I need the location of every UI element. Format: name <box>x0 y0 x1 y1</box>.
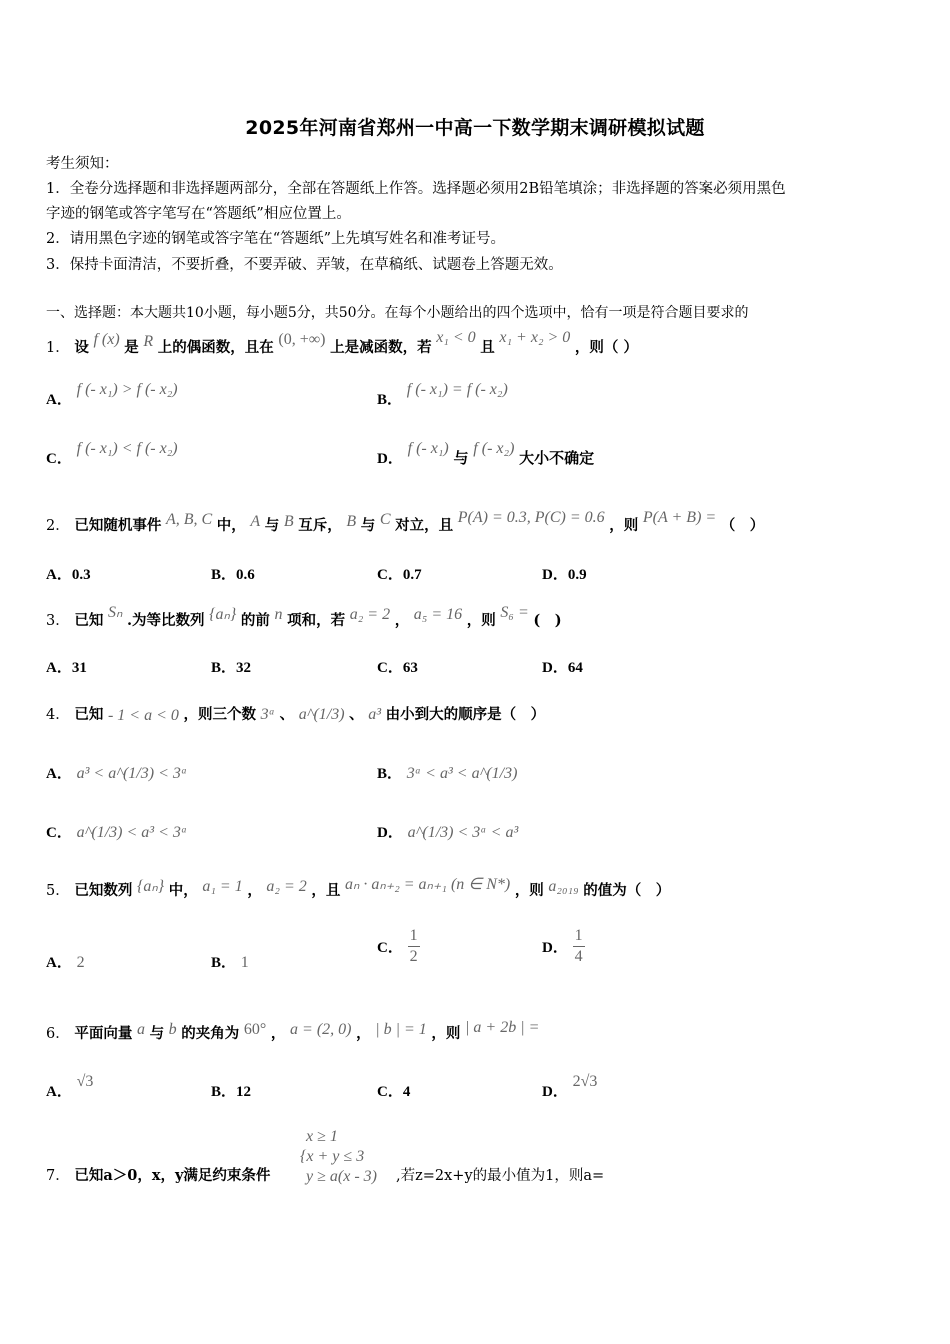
question-number: 3． <box>46 613 70 629</box>
math-expression: 2 <box>76 954 85 971</box>
math-expression: C <box>379 511 391 528</box>
math-expression: A <box>250 513 261 530</box>
math-expression: f (- x₁) < f (- x₂) <box>76 440 178 457</box>
constraint-line: y ≥ a(x - 3) <box>306 1168 377 1185</box>
notice-heading: 考生须知： <box>46 156 119 172</box>
question-6: 6． 平面向量 a 与 b 的夹角为 60° ， a = (2, 0) ， | b | = 1 ，则 | a + 2b | = <box>46 1019 540 1042</box>
math-expression: 3ᵃ <box>260 706 275 723</box>
math-expression: (0, +∞) <box>278 331 326 348</box>
math-expression: x₁ < 0 <box>436 329 476 346</box>
math-expression: n <box>274 606 283 623</box>
q2-option-c[interactable]: C．0.7 <box>377 567 422 583</box>
math-expression: f (- x₁) > f (- x₂) <box>76 381 178 398</box>
q5-option-c[interactable]: C． $\frac{1}{2}$ <box>377 927 418 965</box>
math-expression: f (- x₂) <box>473 440 515 457</box>
question-7-tail: ,若z=2x+y的最小值为1，则a= <box>396 1168 605 1184</box>
question-number: 1． <box>46 340 70 356</box>
notice-item-3: 3．保持卡面清洁，不要折叠，不要弄破、弄皱，在草稿纸、试题卷上答题无效。 <box>46 257 563 273</box>
q6-option-c[interactable]: C．4 <box>377 1084 411 1100</box>
question-number: 7． <box>46 1168 70 1184</box>
question-3: 3． 已知 Sₙ .为等比数列 {aₙ} 的前 n 项和，若 a₂ = 2 ， a₅ = 16 ，则 S₆ = ( ) <box>46 604 562 629</box>
fraction: $\frac{1}{4}$ <box>574 927 583 965</box>
q6-option-a[interactable]: A． √3 <box>46 1073 94 1100</box>
math-expression: B <box>346 513 357 530</box>
question-5: 5． 已知数列 {aₙ} 中， a₁ = 1 ， a₂ = 2 ，且 aₙ · aₙ₊₂ = aₙ₊₁ (n ∈ N*) ，则 a₂₀₁₉ 的值为（ ） <box>46 876 671 899</box>
math-expression: a₂ = 2 <box>266 878 307 895</box>
math-expression: P(A + B) = <box>642 509 717 526</box>
q2-option-a[interactable]: A．0.3 <box>46 567 91 583</box>
question-4: 4． 已知 - 1 < a < 0 ，则三个数 3ᵃ 、 a^(1/3) 、 a³ 由小到大的顺序是（ ） <box>46 706 546 724</box>
math-expression: 1 <box>240 954 249 971</box>
q1-option-a[interactable]: A． f (- x₁) > f (- x₂) <box>46 381 178 408</box>
math-expression: P(A) = 0.3, P(C) = 0.6 <box>457 509 605 526</box>
math-expression: Sₙ <box>107 604 123 621</box>
q1-option-b[interactable]: B． f (- x₁) = f (- x₂) <box>377 381 508 408</box>
notice-item-1-cont: 字迹的钢笔或答字笔写在“答题纸”相应位置上。 <box>46 206 351 222</box>
math-expression: {aₙ} <box>209 606 237 623</box>
constraint-line: {x + y ≤ 3 <box>300 1148 365 1165</box>
q5-option-d[interactable]: D． $\frac{1}{4}$ <box>542 927 583 965</box>
question-7: 7． 已知a＞0，x，y满足约束条件 <box>46 1167 271 1184</box>
math-expression: a = (2, 0) <box>290 1021 352 1038</box>
q4-option-d[interactable]: D． a^(1/3) < 3ᵃ < a³ <box>377 824 519 841</box>
math-expression: a^(1/3) < a³ < 3ᵃ <box>76 824 188 841</box>
question-number: 6． <box>46 1026 70 1042</box>
constraint-line: x ≥ 1 <box>306 1128 338 1145</box>
q1-option-c[interactable]: C． f (- x₁) < f (- x₂) <box>46 440 178 467</box>
q3-option-d[interactable]: D．64 <box>542 660 583 676</box>
math-expression: {aₙ} <box>136 878 165 895</box>
math-expression: a³ < a^(1/3) < 3ᵃ <box>76 765 188 782</box>
math-expression: a₁ = 1 <box>202 878 243 895</box>
notice-item-1: 1．全卷分选择题和非选择题两部分，全部在答题纸上作答。选择题必须用2B铅笔填涂；非选择题的答案必须用黑色 <box>46 181 786 197</box>
q5-option-a[interactable]: A． 2 <box>46 954 85 971</box>
math-expression: f (- x₁) <box>407 440 449 457</box>
q4-option-c[interactable]: C． a^(1/3) < a³ < 3ᵃ <box>46 824 188 841</box>
math-expression: A, B, C <box>165 511 213 528</box>
math-expression: B <box>283 513 294 530</box>
section-heading: 一、选择题：本大题共10小题，每小题5分，共50分。在每个小题给出的四个选项中，恰有一项是符合题目要求的 <box>46 305 749 321</box>
math-expression: a^(1/3) < 3ᵃ < a³ <box>407 824 519 841</box>
math-expression: a₂₀₁₉ <box>548 878 579 895</box>
math-expression: 60° <box>243 1021 267 1038</box>
math-expression: 3ᵃ < a³ < a^(1/3) <box>406 765 518 782</box>
question-2: 2． 已知随机事件 A, B, C 中， A 与 B 互斥， B 与 C 对立，且 P(A) = 0.3, P(C) = 0.6 ，则 P(A + B) = （ ） <box>46 509 765 534</box>
math-expression: R <box>143 333 154 350</box>
question-number: 4． <box>46 707 70 723</box>
q1-option-d[interactable]: D． f (- x₁) 与 f (- x₂) 大小不确定 <box>377 440 595 467</box>
math-expression: √3 <box>76 1073 94 1090</box>
math-expression: f (x) <box>93 331 120 348</box>
question-1: 1． 设 f (x) 是 R 上的偶函数，且在 (0, +∞) 上是减函数，若 x₁ < 0 且 x₁ + x₂ > 0 ，则（ ） <box>46 329 638 356</box>
math-expression: | a + 2b | = <box>465 1019 540 1036</box>
q4-option-a[interactable]: A． a³ < a^(1/3) < 3ᵃ <box>46 765 188 782</box>
q5-option-b[interactable]: B． 1 <box>211 954 249 971</box>
q2-option-d[interactable]: D．0.9 <box>542 567 587 583</box>
math-expression: a₂ = 2 <box>349 606 391 623</box>
math-expression: - 1 < a < 0 <box>107 707 179 724</box>
question-number: 5． <box>46 883 70 899</box>
question-number: 2． <box>46 518 70 534</box>
q2-option-b[interactable]: B．0.6 <box>211 567 255 583</box>
notice-item-2: 2．请用黑色字迹的钢笔或答字笔在“答题纸”上先填写姓名和准考证号。 <box>46 231 506 247</box>
math-expression: S₆ = <box>500 604 529 621</box>
math-expression: f (- x₁) = f (- x₂) <box>406 381 508 398</box>
fraction: $\frac{1}{2}$ <box>409 927 418 965</box>
q3-option-b[interactable]: B．32 <box>211 660 252 676</box>
q6-option-d[interactable]: D． 2√3 <box>542 1073 598 1100</box>
math-expression: x₁ + x₂ > 0 <box>499 329 571 346</box>
q3-option-a[interactable]: A．31 <box>46 660 87 676</box>
math-expression: a <box>136 1021 145 1038</box>
math-expression: 2√3 <box>572 1073 598 1090</box>
math-expression: a^(1/3) <box>298 706 345 723</box>
math-expression: a³ <box>368 706 382 723</box>
math-expression: b <box>168 1021 177 1038</box>
q6-option-b[interactable]: B．12 <box>211 1084 252 1100</box>
q3-option-c[interactable]: C．63 <box>377 660 418 676</box>
math-expression: | b | = 1 <box>375 1021 427 1038</box>
q4-option-b[interactable]: B． 3ᵃ < a³ < a^(1/3) <box>377 765 518 782</box>
page-title: 2025年河南省郑州一中高一下数学期末调研模拟试题 <box>245 117 705 139</box>
math-expression: aₙ · aₙ₊₂ = aₙ₊₁ (n ∈ N*) <box>345 876 511 893</box>
constraint-system <box>300 1128 377 1186</box>
math-expression: a₅ = 16 <box>413 606 463 623</box>
